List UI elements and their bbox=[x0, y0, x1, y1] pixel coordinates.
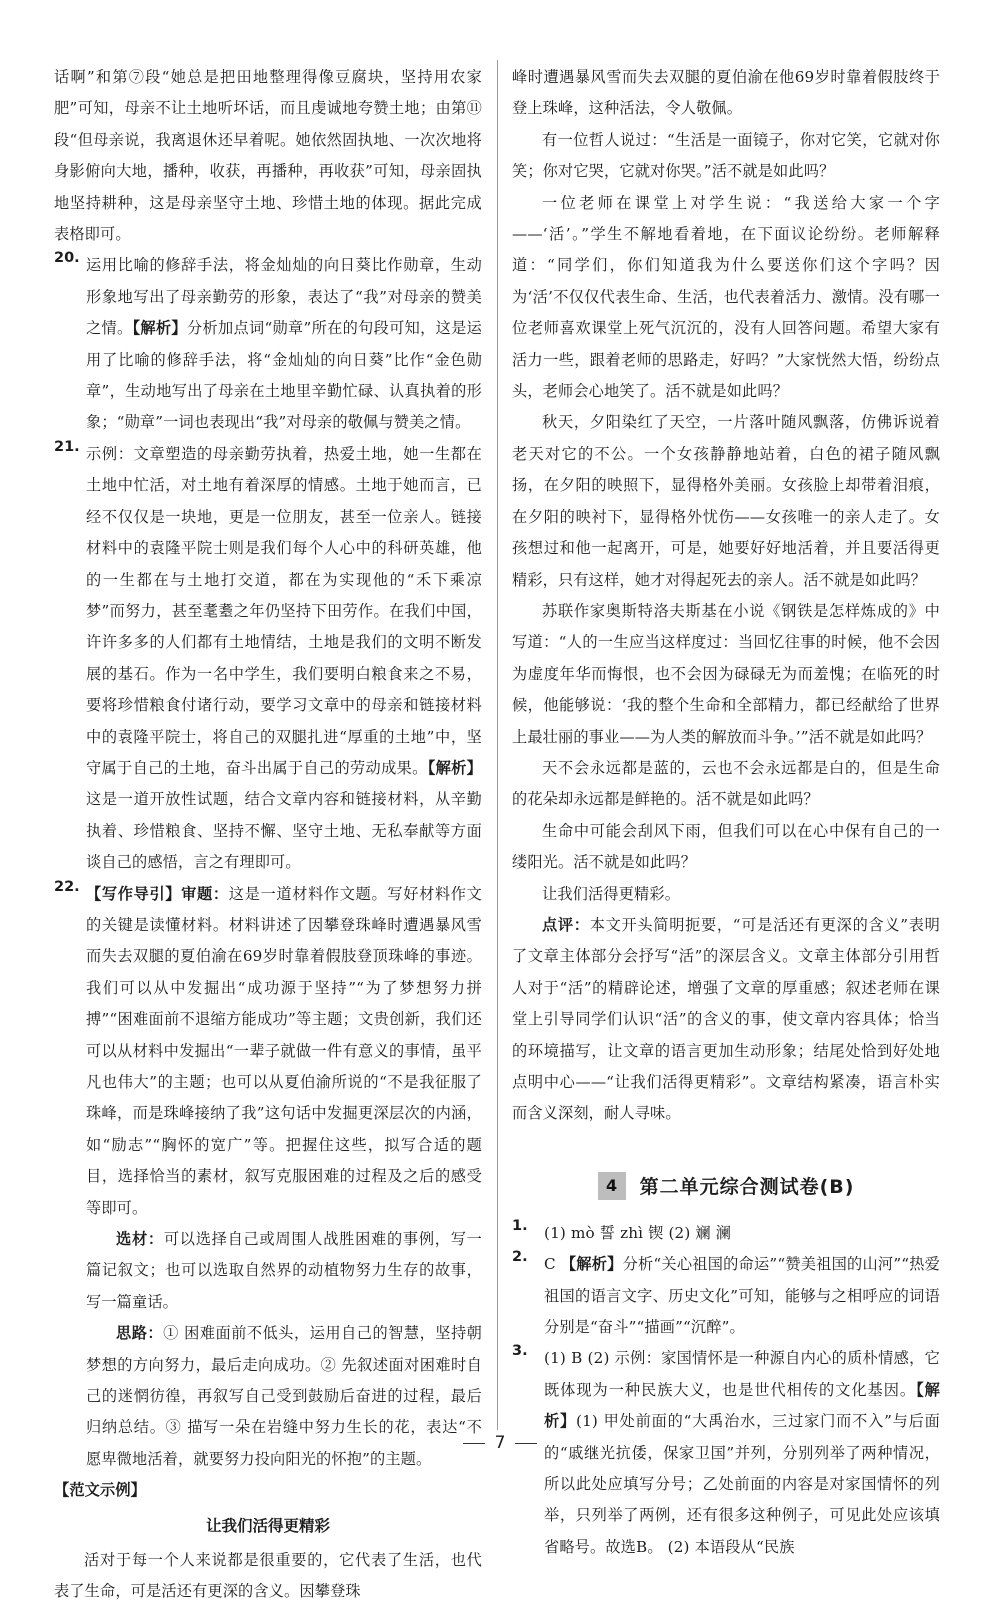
selection-text: 可以选择自己或周围人战胜困难的事例，写一篇记叙文；也可以选取自然界的动植物努力生存的故事，写一篇童话。 bbox=[86, 1230, 483, 1311]
selection-tag: 选材： bbox=[116, 1230, 164, 1249]
writing-guide-text: 这是一道材料作文题。写好材料作文的关键是读懂材料。材料讲述了因攀登珠峰时遭遇暴风雪而失去双腿的夏伯渝在69岁时靠着假肢登顶珠峰的事迹。我们可以从中发掘出“成功源于坚持”“为了梦想努力拼搏”“困难面前不退缩方能成功”等主题；文贵创新，我们还可以从材料中发掘出“一辈子就做一件有意义的事情，虽平凡也伟大”的主题；也可以从夏伯渝所说的“不是我征服了珠峰，而是珠峰接纳了我”这句话中发掘更深层次的内涵，如“励志”“胸怀的宽广”等。把握住这些，拟写合适的题目，选择恰当的素材，叙写克服困难的过程及之后的感受等即可。 bbox=[86, 884, 482, 1217]
right-column bbox=[512, 62, 940, 1563]
answer-text: 示例：文章塑造的母亲勤劳执着，热爱土地，她一生都在土地中忙活，对土地有着深厚的情感。土地于她而言，已经不仅仅是一块地，更是一位朋友，甚至一位亲人。链接材料中的袁隆平院士则是我们每个人心中的科研英雄，他的一生都在与土地打交道，都在为实现他的“禾下乘凉梦”而努力，甚至耄耋之年仍坚持下田劳作。在我们中国，许许多多的人们都有土地情结，土地是我们的文明不断发展的基石。作为一名中学生，我们要明白粮食来之不易，要将珍惜粮食付诸行动，要学习文章中的母亲和链接材料中的袁隆平院士，将自己的双腿扎进“厚重的土地”中，坚守属于自己的土地，奋斗出属于自己的劳动成果。 bbox=[86, 444, 482, 777]
continued-paragraph: 话啊”和第⑦段“她总是把田地整理得像豆腐块，坚持用农家肥”可知，母亲不让土地听坏话，而且虔诚地夸赞土地；由第⑪段“但母亲说，我离退休还早着呢。她依然固执地、一次次地将身影俯向大地，播种，收获，再播种，再收获”可知，母亲固执地坚持耕种，这是母亲坚守土地、珍惜土地的体现。据此完成表格即可。 bbox=[54, 68, 482, 244]
approach-tag: 思路： bbox=[116, 1324, 164, 1343]
analysis-text: 分析加点词“勋章”所在的句段可知，这是运用了比喻的修辞手法，将“金灿灿的向日葵”比作“金色勋章”，生动地写出了母亲在土地里辛勤忙碌、认真执着的形象；“勋章”一词也表现出“我”对母亲的敬佩与赞美之情。 bbox=[86, 319, 483, 432]
answer-3 bbox=[512, 1343, 940, 1563]
essay-paragraph: 苏联作家奥斯特洛夫斯基在小说《钢铁是怎样炼成的》中写道：“人的一生应当这样度过：当回忆往事的时候，他不会因为虚度年华而悔恨，也不会因为碌碌无为而羞愧；在临死的时候，他能够说：‘我的整个生命和全部精力，都已经献给了世界上最壮丽的事业——为人类的解放而斗争。’”活不就是如此吗？ bbox=[512, 601, 940, 746]
analysis-tag: 【解析】 bbox=[544, 1380, 941, 1431]
answer-text: (1) mò 誓 zhì 锲 (2) 斓 澜 bbox=[544, 1223, 732, 1242]
analysis-text: 这是一道开放性试题，结合文章内容和链接材料，从辛勤执着、珍惜粮食、坚持不懈、坚守土地、无私奉献等方面谈自己的感悟，言之有理即可。 bbox=[86, 790, 482, 872]
approach-text: ① 困难面前不低头，运用自己的智慧，坚持朝梦想的方向努力，最后走向成功。② 先叙述面对困难时自己的迷惘彷徨，再叙写自己受到鼓励后奋进的过程，最后归纳总结。③ 描写一朵在岩缝中努力生长的花，表达“不愿卑微地活着，就要努力投向阳光的怀抱”的主题。 bbox=[86, 1324, 482, 1468]
essay-paragraph: 活对于每一个人来说都是很重要的，它代表了生活，也代表了生命，可是活还有更深的含义。因攀登珠 bbox=[54, 1550, 482, 1601]
answer-22 bbox=[54, 879, 482, 1476]
question-number: 2. bbox=[512, 1249, 528, 1266]
answer-text: 运用比喻的修辞手法，将金灿灿的向日葵比作勋章，生动形象地写出了母亲勤劳的形象，表达了“我”对母亲的赞美之情。 bbox=[86, 256, 482, 338]
analysis-tag: 【解析】 bbox=[560, 1255, 623, 1274]
essay-paragraph: 让我们活得更精彩。 bbox=[542, 884, 681, 903]
answer-20 bbox=[54, 250, 482, 438]
essay-paragraph: 有一位哲人说过：“生活是一面镜子，你对它笑，它就对你笑；你对它哭，它就对你哭。”活不就是如此吗？ bbox=[512, 130, 940, 181]
dash-left bbox=[463, 1443, 485, 1444]
essay-paragraph: 天不会永远都是蓝的，云也不会永远都是白的，但是生命的花朵却永远都是鲜艳的。活不就是如此吗？ bbox=[512, 758, 940, 809]
comment-tag: 点评： bbox=[542, 915, 590, 934]
question-number: 3. bbox=[512, 1343, 528, 1360]
answer-choice: C bbox=[544, 1255, 561, 1274]
essay-paragraph: 一位老师在课堂上对学生说：“我送给大家一个字——‘活’。”学生不解地看着地，在下面议论纷纷。老师解释道：“同学们，你们知道我为什么要送你们这个字吗？因为‘活’不仅仅代表生命、生活，也代表着活力、激情。没有哪一位老师喜欢课堂上死气沉沉的，没有人回答问题。希望大家有活力一些，跟着老师的思路走，好吗？”大家恍然大悟，纷纷点头，老师会心地笑了。活不就是如此吗？ bbox=[512, 193, 940, 401]
essay-paragraph: 峰时遭遇暴风雪而失去双腿的夏伯渝在他69岁时靠着假肢终于登上珠峰，这种活法，令人敬佩。 bbox=[512, 68, 940, 118]
page-number-text: 7 bbox=[494, 1433, 506, 1453]
analysis-text: (1) 甲处前面的“大禹治水，三过家门而不入”与后面的“戚继光抗倭，保家卫国”并列，分别列举了两种情况，所以此处应填写分号；乙处前面的内容是对家国情怀的列举，只列举了两例，还有很多这种例子，可见此处应该填省略号。故选B。 (2) 本语段从“民族 bbox=[544, 1412, 940, 1556]
section-header bbox=[512, 1168, 940, 1204]
essay-paragraph: 生命中可能会刮风下雨，但我们可以在心中保有自己的一缕阳光。活不就是如此吗？ bbox=[512, 821, 940, 872]
analysis-text: 分析“关心祖国的命运”“赞美祖国的山河”“热爱祖国的语言文字、历史文化”可知，能够与之相呼应的词语分别是“奋斗”“描画”“沉醉”。 bbox=[544, 1255, 940, 1337]
writing-guide-tag: 【写作导引】审题： bbox=[86, 884, 229, 903]
column-divider bbox=[497, 60, 498, 1430]
question-number: 1. bbox=[512, 1217, 528, 1234]
comment-text: 本文开头简明扼要，“可是活还有更深的含义”表明了文章主体部分会抒写“活”的深层含义。文章主体部分引用哲人对于“活”的精辟论述，增强了文章的厚重感；叙述老师在课堂上引导同学们认识“活”的含义的事，使文章内容具体；恰当的环境描写，让文章的语言更加生动形象；结尾处恰到好处地点明中心——“让我们活得更精彩”。文章结构紧凑，语言朴实而含义深刻，耐人寻味。 bbox=[512, 915, 940, 1123]
question-number: 21. bbox=[54, 438, 80, 455]
analysis-tag: 【解析】 bbox=[427, 758, 482, 777]
answer-text: (1) B (2) 示例：家国情怀是一种源自内心的质朴情感，它既体现为一种民族大义，也是世代相传的文化基因。 bbox=[544, 1349, 940, 1399]
left-column bbox=[54, 62, 482, 1608]
answer-2 bbox=[512, 1249, 940, 1343]
answer-1 bbox=[512, 1218, 940, 1249]
answer-21 bbox=[54, 439, 482, 879]
essay-title: 让我们活得更精彩 bbox=[205, 1516, 330, 1535]
question-number: 22. bbox=[54, 878, 80, 895]
dash-right bbox=[515, 1443, 537, 1444]
page-number bbox=[0, 1433, 1000, 1453]
sample-essay-tag: 【范文示例】 bbox=[54, 1481, 147, 1500]
analysis-tag: 【解析】 bbox=[132, 319, 187, 338]
question-number: 20. bbox=[54, 250, 80, 267]
essay-paragraph: 秋天，夕阳染红了天空，一片落叶随风飘落，仿佛诉说着老天对它的不公。一个女孩静静地站着，白色的裙子随风飘扬，在夕阳的映照下，显得格外美丽。女孩脸上却带着泪痕，在夕阳的映衬下，显得格外忧伤——女孩唯一的亲人走了。女孩想过和他一起离开，可是，她要好好地活着，并且要活得更精彩，只有这样，她才对得起死去的亲人。活不就是如此吗？ bbox=[512, 413, 940, 589]
section-title: 第二单元综合测试卷(B) bbox=[639, 1176, 855, 1199]
section-number-badge: 4 bbox=[598, 1172, 626, 1200]
